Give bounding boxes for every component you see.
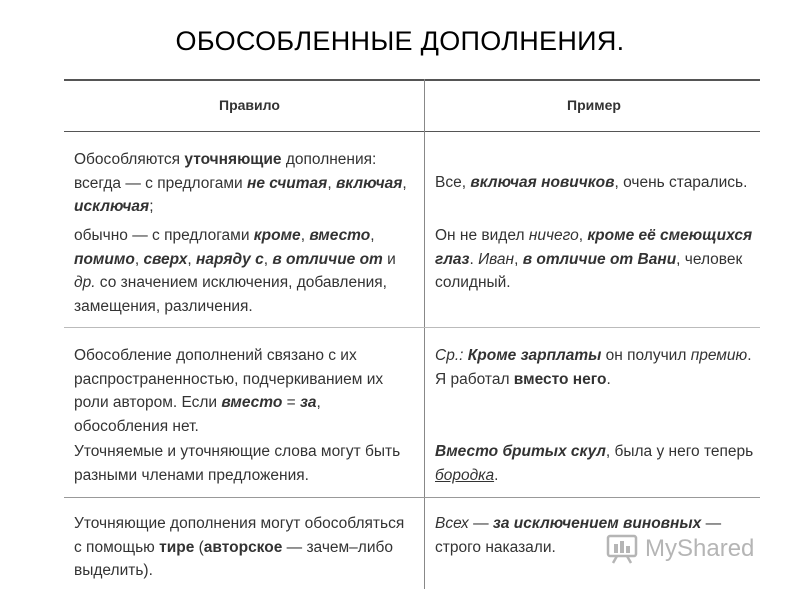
text-segment: обычно — с предлогами <box>74 227 254 244</box>
text-segment: др. <box>74 274 96 291</box>
example-cell <box>435 171 755 195</box>
text-segment: , человек солидный. <box>435 250 743 291</box>
text-segment: = <box>282 394 300 411</box>
text-segment: ( <box>194 538 204 556</box>
text-segment: сверх <box>143 250 188 268</box>
myshared-logo-icon <box>605 534 639 564</box>
text-segment: Кроме зарплаты <box>467 347 602 364</box>
row-divider <box>64 497 760 498</box>
text-segment: кроме её смеющихся глаз <box>435 227 753 268</box>
text-segment: , <box>578 227 588 244</box>
text-segment: за исключением виновных <box>492 515 702 532</box>
column-divider <box>424 79 425 589</box>
row-divider <box>64 327 760 328</box>
text-segment: бородка <box>435 466 495 484</box>
text-segment: кроме <box>253 227 301 244</box>
text-segment: исключая <box>74 198 150 215</box>
text-segment: ; <box>149 198 154 215</box>
text-segment: Все, <box>435 174 471 191</box>
text-segment: , <box>187 250 196 268</box>
text-segment: , <box>134 250 144 268</box>
text-segment: авторское <box>203 538 283 556</box>
text-segment: Он не видел <box>435 227 529 244</box>
watermark-text: MyShared <box>645 535 755 562</box>
text-segment: Ср.: <box>435 347 468 364</box>
text-segment: — зачем–либо выделить). <box>74 538 394 579</box>
table-top-rule <box>64 79 760 81</box>
text-segment: , <box>514 250 523 268</box>
text-segment: не считая <box>246 174 328 192</box>
text-segment: включая новичков <box>470 174 615 191</box>
text-segment: в отличие от Вани <box>522 250 677 268</box>
text-segment: наряду с <box>195 250 264 268</box>
text-segment: , <box>327 174 336 192</box>
text-segment: тире <box>159 538 195 556</box>
text-segment: вместо <box>309 227 371 244</box>
text-segment: , очень старались. <box>614 174 748 191</box>
text-segment: . <box>606 370 611 388</box>
text-segment: в отличие от <box>272 250 383 268</box>
text-segment: ничего <box>528 227 579 244</box>
example-cell <box>435 224 755 295</box>
text-segment: , <box>263 250 273 268</box>
text-segment: . Я работал <box>435 347 752 388</box>
text-segment: дополнения: всегда — с предлогами <box>74 151 377 192</box>
header-divider <box>64 131 760 132</box>
text-segment: , <box>402 174 407 192</box>
text-segment: за <box>300 394 317 411</box>
text-segment: Уточняющие дополнения могут обособляться с помощью <box>74 515 405 556</box>
example-cell <box>435 344 755 391</box>
page-title: ОБОСОБЛЕННЫЕ ДОПОЛНЕНИЯ. <box>175 26 625 56</box>
rule-cell <box>74 440 416 487</box>
text-segment: , <box>300 227 310 244</box>
header-rule: Правило <box>219 97 280 113</box>
text-segment: Иван <box>478 250 515 268</box>
text-segment: уточняющие <box>184 151 282 168</box>
header-example: Пример <box>567 97 621 113</box>
watermark-logo <box>605 534 754 564</box>
text-segment: Обособляются <box>74 151 185 168</box>
text-segment: включая <box>335 174 403 192</box>
rules-table <box>64 79 760 589</box>
text-segment: помимо <box>74 250 135 268</box>
text-segment: вместо <box>221 394 283 411</box>
text-segment: — строго наказали. <box>435 515 722 556</box>
text-segment: . <box>494 466 499 484</box>
rule-cell <box>74 224 416 318</box>
text-segment: , была у него теперь <box>605 443 754 460</box>
text-segment: , <box>370 227 375 244</box>
text-segment: со значением исключения, добавления, замещения, различения. <box>74 274 387 315</box>
text-segment: он получил <box>601 347 691 364</box>
text-segment: — <box>468 515 493 532</box>
text-segment: премию <box>690 347 748 364</box>
rule-cell <box>74 148 416 219</box>
text-segment: Всех <box>435 515 469 532</box>
text-segment: , обособления нет. <box>74 394 321 435</box>
text-segment: . <box>469 250 479 268</box>
text-segment: Обособление дополнений связано с их распространенностью, подчеркиванием их роли автором. Если <box>74 347 384 411</box>
example-cell <box>435 440 755 487</box>
text-segment: Вместо бритых скул <box>435 443 606 460</box>
rule-cell <box>74 512 416 583</box>
rule-cell <box>74 344 416 438</box>
text-segment: Уточняемые и уточняющие слова могут быть разными членами предложения. <box>74 443 401 484</box>
text-segment: и <box>382 250 396 268</box>
text-segment: вместо него <box>513 370 607 388</box>
